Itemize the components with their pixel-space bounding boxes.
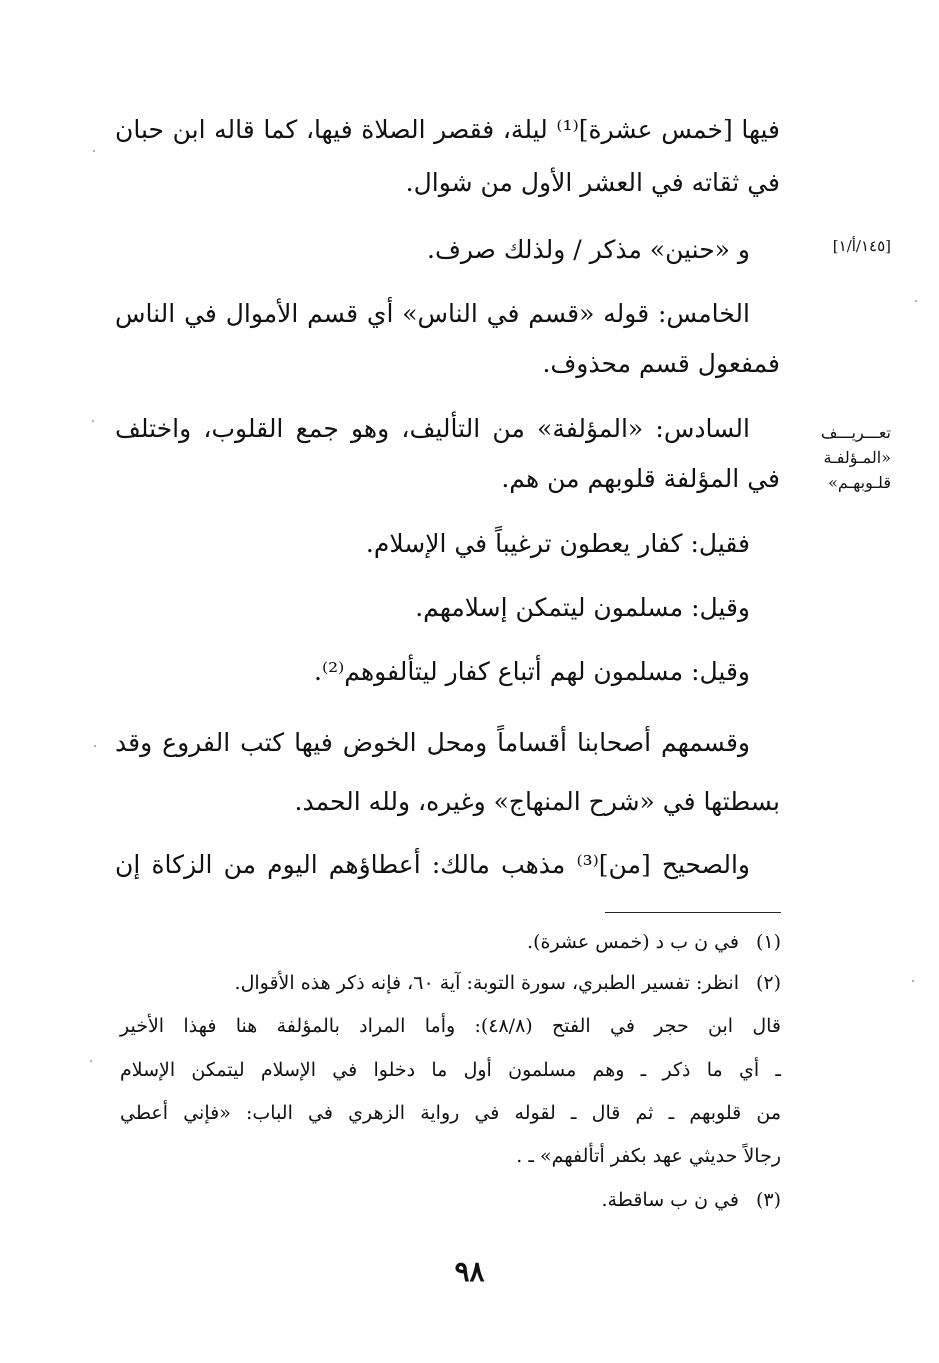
body-line-3: و «حنين» مذكر / ولذلك صرف. — [427, 235, 750, 264]
footnote-2-text: انظر: تفسير الطبري، سورة التوبة: آية ٦٠، فإنه ذكر هذه الأقوال. — [234, 972, 739, 994]
body-line-9: وقيل: مسلمون ليتمكن إسلامهم. — [415, 593, 750, 622]
scan-speck — [93, 150, 95, 152]
body-line-4: الخامس: قوله «قسم في الناس» أي قسم الأموال في الناس — [115, 299, 750, 328]
margin-folio-reference: [١٤٥/أ/١] — [832, 237, 891, 255]
page-number: ٩٨ — [454, 1255, 485, 1288]
footnote-2-line-4: رجالاً حديثي عهد بكفر أتألفهم» ـ . — [516, 1145, 781, 1167]
scan-speck — [915, 300, 917, 302]
scan-speck — [912, 980, 914, 982]
body-line-2: في ثقاته في العشر الأول من شوال. — [405, 168, 780, 197]
body-line-7: في المؤلفة قلوبهم من هم. — [501, 464, 780, 493]
body-line-13: والصحيح [من]⁽³⁾ مذهب مالك: أعطاؤهم اليوم من الزكاة إن — [115, 850, 750, 879]
body-line-11: وقسمهم أصحابنا أقساماً ومحل الخوض فيها كتب الفروع وقد — [115, 728, 750, 757]
footnote-3-number: (٣) — [755, 1189, 781, 1211]
scan-speck — [90, 1060, 92, 1062]
body-line-1: فيها [خمس عشرة]⁽¹⁾ ليلة، فقصر الصلاة فيها، كما قاله ابن حبان — [115, 115, 780, 144]
footnote-separator — [605, 912, 781, 913]
side-heading-line-1: تعـــريـــف — [820, 423, 891, 442]
side-heading-line-3: قلـوبهـم» — [828, 473, 891, 492]
scan-speck — [94, 745, 96, 747]
footnote-2-line-3: من قلوبهم ـ ثم قال ـ لقوله في رواية الزهري في الباب: «فإني أعطي — [120, 1102, 781, 1124]
body-line-12: بسطتها في «شرح المنهاج» وغيره، ولله الحمد. — [294, 787, 780, 816]
body-line-10: وقيل: مسلمون لهم أتباع كفار ليتألفوهم⁽²⁾. — [314, 657, 750, 686]
footnote-2-line-1: قال ابن حجر في الفتح (٤٨/٨): وأما المراد بالمؤلفة هنا فهذا الأخير — [120, 1015, 781, 1037]
footnote-2-number: (٢) — [755, 972, 781, 994]
body-line-6: السادس: «المؤلفة» من التأليف، وهو جمع القلوب، واختلف — [115, 414, 750, 443]
footnote-3-text: في ن ب ساقطة. — [601, 1189, 739, 1211]
body-line-5: فمفعول قسم محذوف. — [542, 349, 780, 378]
side-heading-line-2: «المـؤلفـة — [823, 448, 891, 467]
side-heading — [801, 420, 891, 495]
body-line-8: فقيل: كفار يعطون ترغيباً في الإسلام. — [365, 529, 750, 558]
footnote-2-line-2: ـ أي ما ذكر ـ وهم مسلمون أول ما دخلوا في الإسلام ليتمكن الإسلام — [120, 1059, 781, 1081]
footnote-1-number: (١) — [755, 931, 781, 953]
scan-speck — [92, 420, 94, 422]
footnote-1-text: في ن ب د (خمس عشرة). — [527, 931, 739, 953]
